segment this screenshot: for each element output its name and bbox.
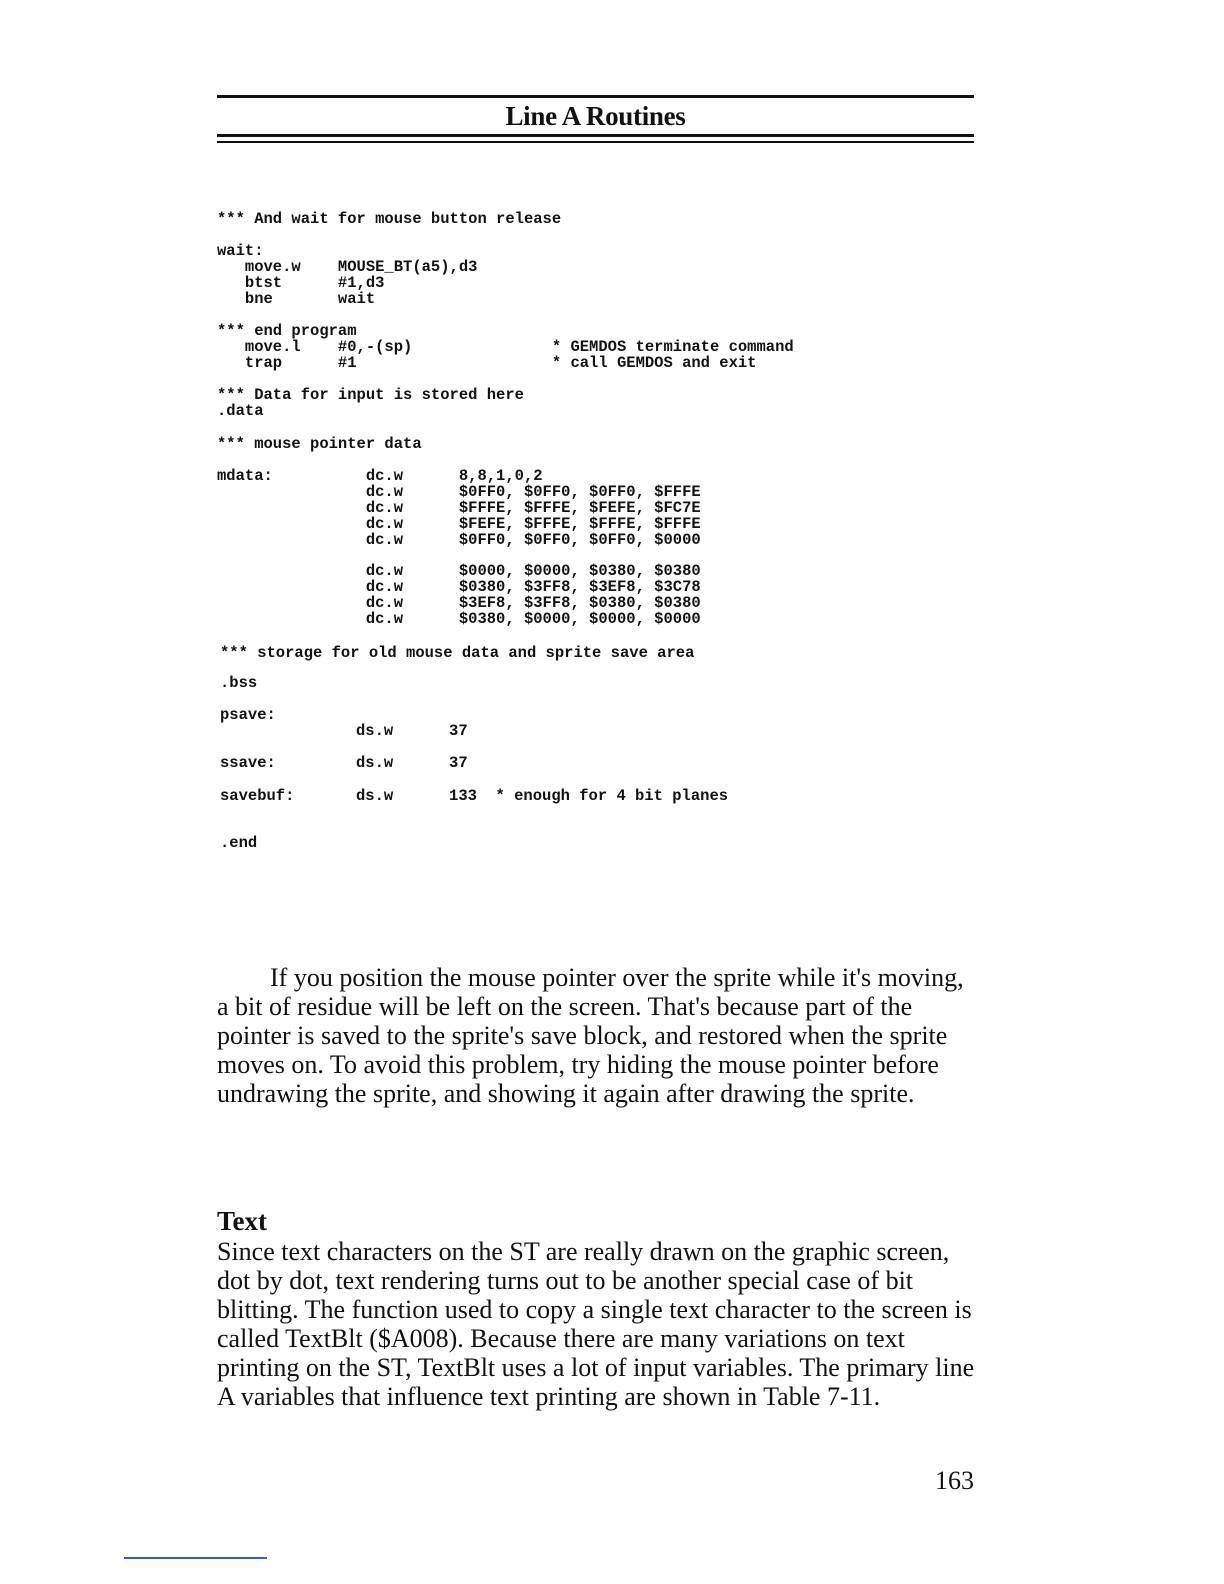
code-bss-directive: .bss [220,674,258,692]
code-savebuf-def: ds.w 133 * enough for 4 bit planes [356,787,729,805]
code-storage-comment: *** storage for old mouse data and sprite save area [220,644,695,662]
code-wait-comment: *** And wait for mouse button release [217,210,562,228]
body-paragraph-sprite-residue: If you position the mouse pointer over the sprite while it's moving, a bit of residue will be left on the screen. That's because part of the pointer is saved to the sprite's save block, and restored when the sprite moves on. To avoid this problem, try hiding the mouse pointer before undrawing the sprite, and showing it again after drawing the sprite. [217,963,964,1108]
page-number: 163 [935,1466,974,1495]
code-end-program-block: *** end program move.l #0,-(sp) * GEMDOS terminate command trap #1 * call GEMDOS and exit [217,322,794,372]
code-savebuf-label: savebuf: [220,787,295,805]
section-heading-text: Text [217,1206,268,1236]
scan-edge-line [124,1557,267,1559]
running-header-title: Line A Routines [505,101,686,131]
code-mdata-block-2: dc.w $0000, $0000, $0380, $0380 dc.w $0380, $3FF8, $3EF8, $3C78 dc.w $3EF8, $3FF8, $0380, $0380 dc.w $0380, $0000, $0000, $0000 [365,562,701,628]
code-mouse-comment: *** mouse pointer data [217,435,422,453]
code-wait-block: wait: move.w MOUSE_BT(a5),d3 btst #1,d3 bne wait [217,242,478,308]
code-ssave-label: ssave: [220,754,276,772]
code-end-directive: .end [220,834,258,852]
body-paragraph-textblt: Since text characters on the ST are really drawn on the graphic screen, dot by dot, text rendering turns out to be another special case of bit blitting. The function used to copy a single text character to the screen is called TextBlt ($A008). Because there are many variations on text printing on the ST, TextBlt uses a lot of input variables. The primary line A variables that influence text printing are shown in Table 7-11. [217,1237,975,1411]
header-rule-bottom-thick [217,134,974,137]
code-psave-def: ds.w 37 [356,722,468,740]
code-ssave-def: ds.w 37 [356,754,468,772]
header-rule-bottom-thin [217,141,974,143]
code-mdata-block-1: mdata: dc.w 8,8,1,0,2 dc.w $0FF0, $0FF0, $0FF0, $FFFE dc.w $FFFE, $FFFE, $FEFE, $FC7E dc.w $FEFE, $FFFE, $FFFE, $FFFE dc.w $0FF0, $0FF0, $0FF0, $0000 [217,467,701,549]
code-psave-label: psave: [220,706,276,724]
code-data-block: *** Data for input is stored here .data [217,386,524,420]
header-rule-top [217,95,974,98]
